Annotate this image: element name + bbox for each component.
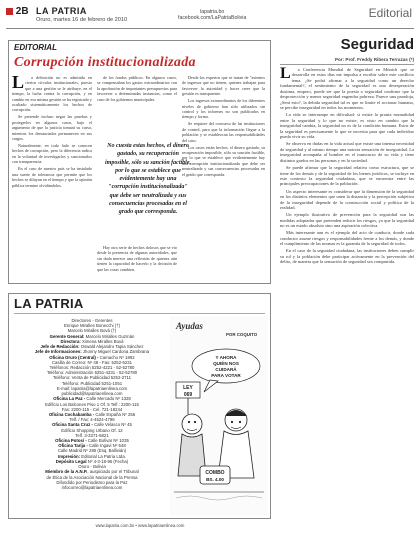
character-eye (188, 421, 190, 423)
masthead-line-text: Teléfonos: Redacción 5252-4221 - 52-52780 (49, 364, 135, 370)
editorial-paragraph: de los fondos públicos. En algunos casos, se compensaban los gastos extraordinarios con la aprobación de importantes presupuestos para favorecer a determinadas instancias, como el caso de los gobiernos municipales. (97, 75, 177, 102)
paragraph-text: a Conferencia Mundial de Seguridad en Múnich que se desarrolla en estos días me impulsa a escribir sobre este conflicto tema. ¿Se podrá afirmar a la seguridad como un derecho fundamental?, el sentimiento de la seguridad es una desesperación dusitma, empero, puede ser que la poesía o seguridad confirme que la desprotección y menor seguridad engendra pobreza. Parece una paradoja, ¿Será esto?, la debida seguridad tal es que se limite el accionar humano, se percibe inseguridad en todos los momentos. (280, 67, 414, 111)
cartoon-credit: POR COQUITO (226, 332, 258, 337)
character-hat (225, 410, 247, 416)
masthead-line-text: Edificio Los Balcones Piso 1 Of. 5 Telf.: 2200-115 (45, 401, 139, 407)
masthead-line-label: Depósito Legal (55, 458, 87, 464)
pull-quote: No cuesta estas hechos, el dinero gastado, su recuperación imposible, sólo su sanción factible, por lo que se establece que evidentemente hay una "corrupción institucionalizada" que debe ser neutralizada y sus consecuencias procesadas en el grado que corresponda. (104, 143, 191, 216)
badge-text-1: COMBO (205, 470, 225, 476)
masthead-line-text: Teléfono: Publicidad 5251-1051 (61, 380, 123, 386)
masthead-line-label: Impresión: (58, 453, 81, 459)
badge-text-2: BS. 4.00 (206, 477, 224, 482)
masthead-line-text: Camacho Nº 1892 (98, 354, 135, 360)
masthead-line-text: Nº 4-3-18-95 (Fecha) (86, 458, 129, 464)
masthead-line-label: Oficina Oruro (Central) - (49, 354, 99, 360)
page-number-text: 2B (15, 6, 29, 17)
masthead-line-text: de Ética de la Asociación Nacional de la Prensa (46, 474, 138, 480)
column-paragraph: Se observa en dudas en la vida actual que existe una intensa necesidad de seguridad y al mismo tiempo una notoria sensación de inseguridad. La inseguridad acompaña al hombre en el transcurso de su vida y tiene distintos grados en las personas y en la sociedad. (280, 141, 414, 163)
section-name: Editorial (368, 6, 412, 20)
editorial-column-2-top (97, 75, 177, 137)
masthead-line-text: Ximena Miralles Bová (80, 338, 124, 344)
editorial-column-3 (182, 75, 265, 281)
column-paragraph: Un aspecto interesante es considerar que la dimensión de la seguridad en los distintos elementos que unen la distancia y la percepción subjetiva de la inseguridad depende de la construcción social y política de la realidad. (280, 188, 414, 210)
masthead-line-text: , auspiciado por el Tribunal (87, 469, 139, 475)
masthead-line-text: Editorial La Patria Ltda. (80, 453, 126, 459)
character-eye (239, 421, 241, 423)
masthead-line-text: Telf. 3-3371-6821 (75, 432, 109, 438)
column-paragraph: Un ejemplo ilustrativo de prevención para la seguridad son las medidas adoptadas que pretenden reducir los riesgos, ya que la seguridad no es un estado absoluto sino una aspiración colectiva. (280, 212, 414, 229)
masthead-line-text: Calle Mercado Nº 1328 (85, 396, 131, 402)
masthead-line-label: Oficina La Paz - (53, 396, 86, 402)
masthead-line-text: Telf. / Fax: 4-4524-4796 (69, 417, 115, 423)
editorial-paragraph: Hay otra serie de hechos dolosos que se vio desde la presencia de algunas autoridades, que sin duda merece una reflexión de quienes aún tienen la capacidad de hacerlo y la decisión de que las cosas cambien. (97, 245, 177, 272)
editorial-paragraph: En el caso de nuestro país se ha instalado una suerte de tolerancia que permite que los hechos se diluyan en el tiempo y que la opinión pública termine olvidándolos. (12, 166, 92, 188)
masthead-line-text: E-mail: lapatria@lapatriaenlinea.com (56, 385, 128, 391)
character-eye (194, 421, 196, 423)
page-marker-square (6, 8, 13, 15)
column-byline: Por: Prof. Freddy Ribera Terrazas (*) (334, 57, 414, 62)
masthead-line-text: Oruro - Bolivia (78, 464, 106, 470)
column-title: Seguridad (340, 36, 414, 53)
masthead-line-text: Difundido por Periodismo para la Paz (56, 479, 128, 485)
drop-cap: L (280, 67, 291, 82)
character-eye (231, 421, 233, 423)
editorial-paragraph: Los ingresos extraordinarios de los diferentes niveles de gobierno han sido utilizados sin control y los informes no son publicados en tiempo y forma. (182, 98, 265, 120)
ground-hatch (176, 496, 262, 500)
editorial-paragraph (12, 75, 92, 113)
editorial-paragraph: Se pretende incluso negar las pruebas y protegerlos en algunos casos, bajo el argumento de que la justicia tomará su curso, mientras los denunciados permanecen en sus cargos. (12, 114, 92, 142)
masthead-line-label: Jefe de Redacción: (40, 344, 80, 350)
speech-text-4: PARA VOTAR (211, 373, 241, 378)
masthead-line-label: Miembro de la A.N.P. (45, 469, 88, 475)
column-divider (280, 64, 414, 65)
character-head (182, 414, 202, 434)
editorial-title: Corrupción institucionalizada (14, 55, 196, 70)
page-number (6, 6, 29, 17)
site-line-2[interactable]: facebook.com/LaPatriaBolivia (178, 15, 247, 22)
masthead-line-text: infocorreo@lapatriaenlinea.com (61, 485, 123, 490)
masthead-line-label: Oficina Potosí - (55, 438, 87, 444)
editorial-column-1 (12, 75, 92, 281)
speech-bubble-tail (204, 380, 218, 392)
sign-text-1: LEY (183, 385, 193, 391)
masthead-line-text: Calle España Nº 255 (94, 411, 136, 417)
issue-date: Oruro, martes 16 de febrero de 2010 (36, 17, 128, 23)
masthead-line-text: Teléfono: Venta de Publicidad 5252-2711 (52, 375, 132, 381)
masthead-line-text: Calle Velasco Nº 45 (92, 422, 132, 428)
cartoon-drawing (170, 316, 268, 516)
masthead-line-label: Oficina Tarija - (58, 443, 88, 449)
footer-urls[interactable]: www.lapatria.com.bo • www.lapatriaenlinea.com (95, 523, 185, 528)
column-body (280, 67, 414, 539)
masthead-line-text: Teléfono: Administración 5251-4231 - 52-52780 (46, 370, 138, 376)
masthead-line-text: Oswald Alejandro Tapia Sánchez (79, 344, 144, 350)
column-paragraph: La vida se interrumpe en dificultad: si existe la pronta normalidad entre la seguridad y lo que no existe, es visto en cambio que la inseguridad cambia, la seguridad no es de la condición humana. Estos de la seguridad es precisamente lo que se necesita para que cada individuo pueda vivir su vida. (280, 112, 414, 140)
masthead-line-label: Jefe de Informaciones: (34, 349, 82, 355)
website-info (178, 9, 246, 21)
masthead-line-label: Directora: (60, 338, 81, 344)
paragraph-text: a definición no es admitida en ciertos círculos institucionales, puesto que a una gestión se le atribuye, en el tiempo, la lucha contra la corrupción, y en cambio en esa misma gestión se ha registrado y ocultado sistemáticamente los hechos de corrupción. (12, 75, 92, 113)
masthead-line-text: Calle Bolívar Nº 1035 (86, 438, 129, 444)
masthead-divider (14, 313, 265, 314)
masthead-line-text: Calle Madrid Nº 285 (Esq. Ballivián) (57, 448, 127, 454)
newspaper-name: LA PATRIA (36, 6, 87, 16)
editorial-column-2-bottom (97, 245, 177, 281)
column-paragraph (280, 67, 414, 111)
masthead-line-label: Gerente General: (49, 333, 85, 339)
editorial-label: EDITORIAL (14, 43, 57, 52)
masthead-line-text: Jhonny Miguel Cardona Zambrana (81, 349, 150, 355)
cartoon-brand-logo: Ayudas (176, 321, 203, 331)
masthead-line-label: Oficina Santa Cruz - (52, 422, 93, 428)
masthead-line-text: Calle Ingavi Nº 548 (87, 443, 126, 449)
masthead-line-text: publicidad@lapatriaenlinea.com (61, 391, 123, 397)
header-divider (6, 28, 414, 29)
page-header (6, 6, 414, 34)
masthead-line-text: Directores - Gerentes (71, 318, 113, 323)
masthead-line-text: Edificio Shopping Urbano Of. 12 (61, 427, 123, 433)
speech-text-3: CUIDARÁ (215, 367, 237, 372)
column-paragraph: Más interesante aun es el ejemplo del acto de conducir, donde cada conductor asume riesgos y responsabilidades frente a los demás, y donde el cumplimiento de las normas es la garantía de la seguridad de todos. (280, 230, 414, 247)
masthead-line-text: Casilla de Correo: Nº 48 - Fax: 5252-5231 (51, 359, 133, 365)
masthead-line-text: Marcelo Miralles Guzmán (84, 333, 135, 339)
masthead-line (18, 485, 166, 490)
editorial-paragraph: Naturalmente, en todo lado se conocen hechos de corrupción, pero la diferencia radica en la voluntad de investigarlos y sancionarlos con transparencia. (12, 143, 92, 165)
column-paragraph: Se puede afirmar que la seguridad relativa como estructura, que se tiene de los demás y de la seguridad de los bienes jurídicos, se incluye en este contexto la seguridad ciudadana, que se encuentra entre las principales preocupaciones de la población. (280, 165, 414, 187)
masthead-credits (18, 318, 166, 518)
masthead-line-label: Oficina Cochabamba - (48, 411, 95, 417)
speech-text-2: QUIÉN NOS (213, 361, 239, 366)
masthead-line-text: Marcelo Miralles Bová (†) (67, 328, 117, 334)
site-line-1[interactable]: lapatria.bo (200, 9, 225, 15)
editorial-paragraph: Desde los expertos que se tratan de "asientos de ingresos que no tienen, quienes trabajan para favorecer la autoridad y hacer creer que la gestión es transparente. (182, 75, 265, 97)
cartoon-panel (170, 316, 268, 516)
masthead-line-text: Fax: 2200-115 - Cel. 721-18244 (61, 406, 123, 412)
column-paragraph: En el caso de la seguridad ciudadana, las instituciones deben cumplir su rol y la población debe participar activamente en la prevención del delito, de manera que la sensación de seguridad sea compartida. (280, 248, 414, 265)
drop-cap: L (12, 75, 25, 92)
sign-text-2: 069 (183, 392, 193, 398)
editorial-paragraph: Los casos están hechos, el dinero gastado, su recuperación imposible, sólo su sanción factible, por lo que se establece que evidentemente hay una corrupción institucionalizada que debe ser neutralizada y sus consecuencias procesadas en el grado que corresponda. (182, 144, 265, 177)
masthead-line-text: Enrique Miralles Bonecchi (†) (63, 323, 121, 329)
speech-text-1: Y AHORA (215, 355, 237, 360)
editorial-paragraph: Se requiere del concurso de las instituciones de control, para que la información llegue a la población y se establezcan las responsabilidades del caso. (182, 121, 265, 143)
masthead-title: LA PATRIA (14, 296, 84, 311)
